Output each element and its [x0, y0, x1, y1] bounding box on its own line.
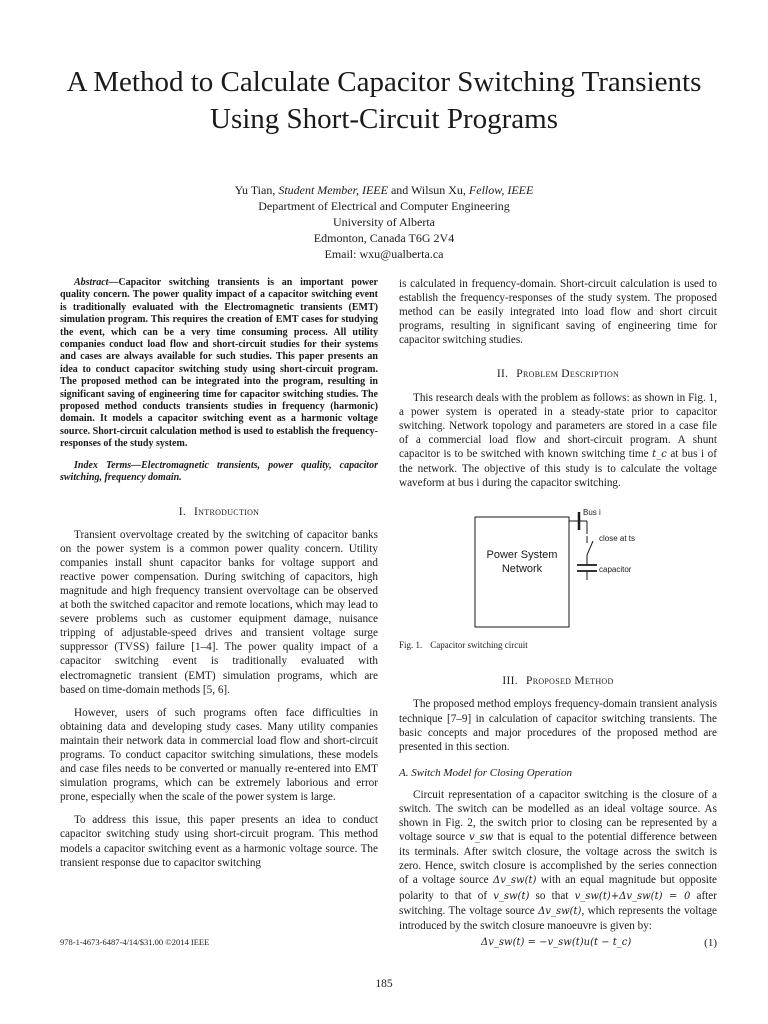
- index-terms: Index Terms—Electromagnetic transients, power quality, capacitor switching, frequency domain.: [60, 459, 378, 484]
- section-heading-proposed-method: [399, 674, 717, 688]
- math-dvsw-2: Δv_sw(t): [538, 905, 582, 917]
- subsection-title: Switch Model for Closing Operation: [411, 766, 572, 779]
- math-dvsw: Δv_sw(t): [493, 875, 537, 887]
- author-block: [40, 182, 728, 262]
- switch-text-a: Circuit representation of a capacitor switching is the closure of a switch. The switch can be modelled as an ideal voltage source. As shown in Fig. 2, the switch prior to closing can be represented by a voltage source: [399, 788, 717, 844]
- section-heading-problem: [399, 367, 717, 381]
- paper-title: A Method to Calculate Capacitor Switching Transients Using Short-Circuit Programs: [66, 66, 702, 135]
- switch-text-d: so that: [529, 889, 575, 902]
- subsection-label: A.: [399, 766, 409, 779]
- caption-text: Capacitor switching circuit: [430, 640, 528, 651]
- intro-paragraph-3-continued: is calculated in frequency-domain. Short-circuit calculation is used to establish the frequency-responses of the study system. The proposed method can be easily integrated into load flow and short circuit programs, resulting in significant saving of engineering time for capacitor switching studies.: [399, 278, 717, 347]
- section-number: I.: [178, 505, 187, 518]
- department: Department of Electrical and Computer Engineering: [258, 199, 510, 213]
- index-terms-label: Index Terms: [74, 459, 132, 471]
- section-title: Proposed Method: [526, 675, 614, 688]
- section-title: Problem Description: [516, 368, 620, 381]
- switch-text-f: , which represents the voltage introduced by the switch closure manoeuvre is given by:: [399, 904, 717, 932]
- switch-label: close at ts: [599, 534, 636, 544]
- switch-blade: [587, 541, 593, 555]
- math-sum-zero: v_sw(t)+Δv_sw(t) = 0: [574, 890, 691, 902]
- switch-text-b: that is equal to the potential difference between its terminals. After switch closure, the voltage across the switch is zero. Hence, switch closure is accomplished by the series connection of a voltage source: [399, 831, 717, 887]
- problem-text-a: This research deals with the problem as follows: as shown in Fig. 1, a power system is operated in a steady-state prior to capacitor switching. Network topology and parameters are stored in a case file of a commercial load flow and short-circuit program. A shunt capacitor is to be switched with known switching time: [399, 391, 717, 460]
- abstract-text: Capacitor switching transients is an important power quality concern. The power quality impact of a capacitor switching event is traditionally evaluated with the Electromagnetic transients (EMT) simulation program. This requires the creation of EMT cases for studying the event, which can be a very time consuming process. All utility companies conduct load flow and short-circuit studies for their systems and cases are always available for such studies. This paper presents an idea to conduct capacitor switching study using short-circuit program. The proposed method can be integrated into the program, resulting in significant saving of engineering time for capacitor switching studies. The proposed method conducts transients studies in frequency (harmonic) domain. It models a capacitor switching event as a harmonic voltage source. Short-circuit calculation method is used to establish the frequency-responses of the study system.: [60, 277, 378, 450]
- author-line: [40, 182, 728, 198]
- figure-1: [399, 508, 717, 636]
- equation-body: Δv_sw(t) = −v_sw(t)u(t − t_c): [481, 936, 632, 948]
- intro-paragraph-2: However, users of such programs often face difficulties in obtaining data and developing study cases. Many utility companies maintain their network data in commercial load flow and short-circuit programs. To conduct capacitor switching simulations, these models and case files needs to be converted or manually re-entered into EMT simulation programs, which can be extremely laborious and error prone, especially when the scale of the power system is large.: [60, 706, 378, 804]
- section-number: III.: [502, 675, 518, 688]
- math-vsw-t: v_sw(t): [493, 890, 530, 902]
- equation-1: [399, 936, 717, 950]
- right-column: [399, 277, 717, 950]
- equation-number: (1): [704, 936, 717, 949]
- proposed-paragraph-1: The proposed method employs frequency-domain transient analysis technique [7–9] in calculation of capacitor switching transients. The basic concepts and major procedures of the proposed method are presented in this section.: [399, 698, 717, 753]
- section-heading-introduction: [60, 505, 378, 519]
- box-label-line-1: Power System: [486, 549, 558, 562]
- box-label-line-2: Network: [501, 563, 543, 576]
- email: Email: wxu@ualberta.ca: [324, 247, 444, 261]
- caption-label: Fig. 1.: [399, 640, 423, 651]
- figure-1-caption: [399, 638, 717, 652]
- location: Edmonton, Canada T6G 2V4: [313, 231, 455, 245]
- intro-paragraph-1: Transient overvoltage created by the switching of capacitor banks on the power system is a common power quality concern. Utility companies install shunt capacitor banks for voltage support and reactive power compensation. During switching of capacitors, high magnitude and high frequency transient overvoltage can be observed at both the switched capacitor and remote locations, which may lead to severe problems such as customer equipment damage, nuisance tripping of adjustable-speed drives and transient voltage surge suppressor (TVSS) failure [1–4]. The power quality impact of a capacitor switching event is traditionally evaluated with electromagnetic transient (EMT) simulation programs, which are based on time-domain methods [5, 6].: [60, 528, 378, 696]
- section-number: II.: [496, 368, 509, 381]
- switch-text-c: with an equal magnitude but opposite polarity to that of: [399, 874, 717, 902]
- copyright-line: 978-1-4673-6487-4/14/$31.00 ©2014 IEEE: [60, 937, 210, 947]
- problem-paragraph: [399, 391, 717, 491]
- left-column: [60, 277, 378, 870]
- author-1: Yu Tian,: [234, 183, 276, 197]
- author-2-role: Fellow, IEEE: [468, 183, 534, 197]
- intro-paragraph-3: To address this issue, this paper presents an idea to conduct capacitor switching study using short-circuit program. This method models a capacitor switching event as a harmonic voltage source. The transient response due to capacitor switching: [60, 814, 378, 869]
- author-1-role: Student Member, IEEE: [278, 183, 388, 197]
- math-tc: t_c: [652, 448, 667, 460]
- university: University of Alberta: [333, 215, 435, 229]
- capacitor-label: capacitor: [599, 565, 632, 575]
- capacitor-switching-circuit: [399, 508, 717, 636]
- abstract-label: Abstract: [74, 277, 109, 288]
- switch-text-e: after switching. The voltage source: [399, 889, 717, 917]
- math-vsw: v_sw: [468, 832, 494, 844]
- switch-model-paragraph: [399, 788, 717, 933]
- index-terms-text: Electromagnetic transients, power quality, capacitor switching, frequency domain.: [60, 459, 378, 484]
- subsection-heading: [399, 766, 717, 780]
- page-number: 185: [375, 978, 393, 990]
- problem-text-b: at bus i of the network. The objective of this study is to calculate the voltage waveform at bus i during the capacitor switching.: [399, 447, 717, 490]
- abstract: Abstract—Capacitor switching transients is an important power quality concern. The power quality impact of a capacitor switching event is traditionally evaluated with the Electromagnetic transients (EMT) simulation program. This requires the creation of EMT cases for studying the event, which can be a very time consuming process. All utility companies conduct load flow and short-circuit studies for their systems and cases are always available for such studies. This paper presents an idea to conduct capacitor switching study using short-circuit program. The proposed method can be integrated into the program, resulting in significant saving of engineering time for capacitor switching studies. The proposed method conducts transients studies in frequency (harmonic) domain. It models a capacitor switching event as a harmonic voltage source. Short-circuit calculation method is used to establish the frequency-responses of the study system.: [60, 277, 378, 450]
- author-conjunction: and Wilsun Xu,: [387, 183, 466, 197]
- section-title: Introduction: [194, 505, 260, 518]
- bus-label: Bus i: [583, 508, 601, 518]
